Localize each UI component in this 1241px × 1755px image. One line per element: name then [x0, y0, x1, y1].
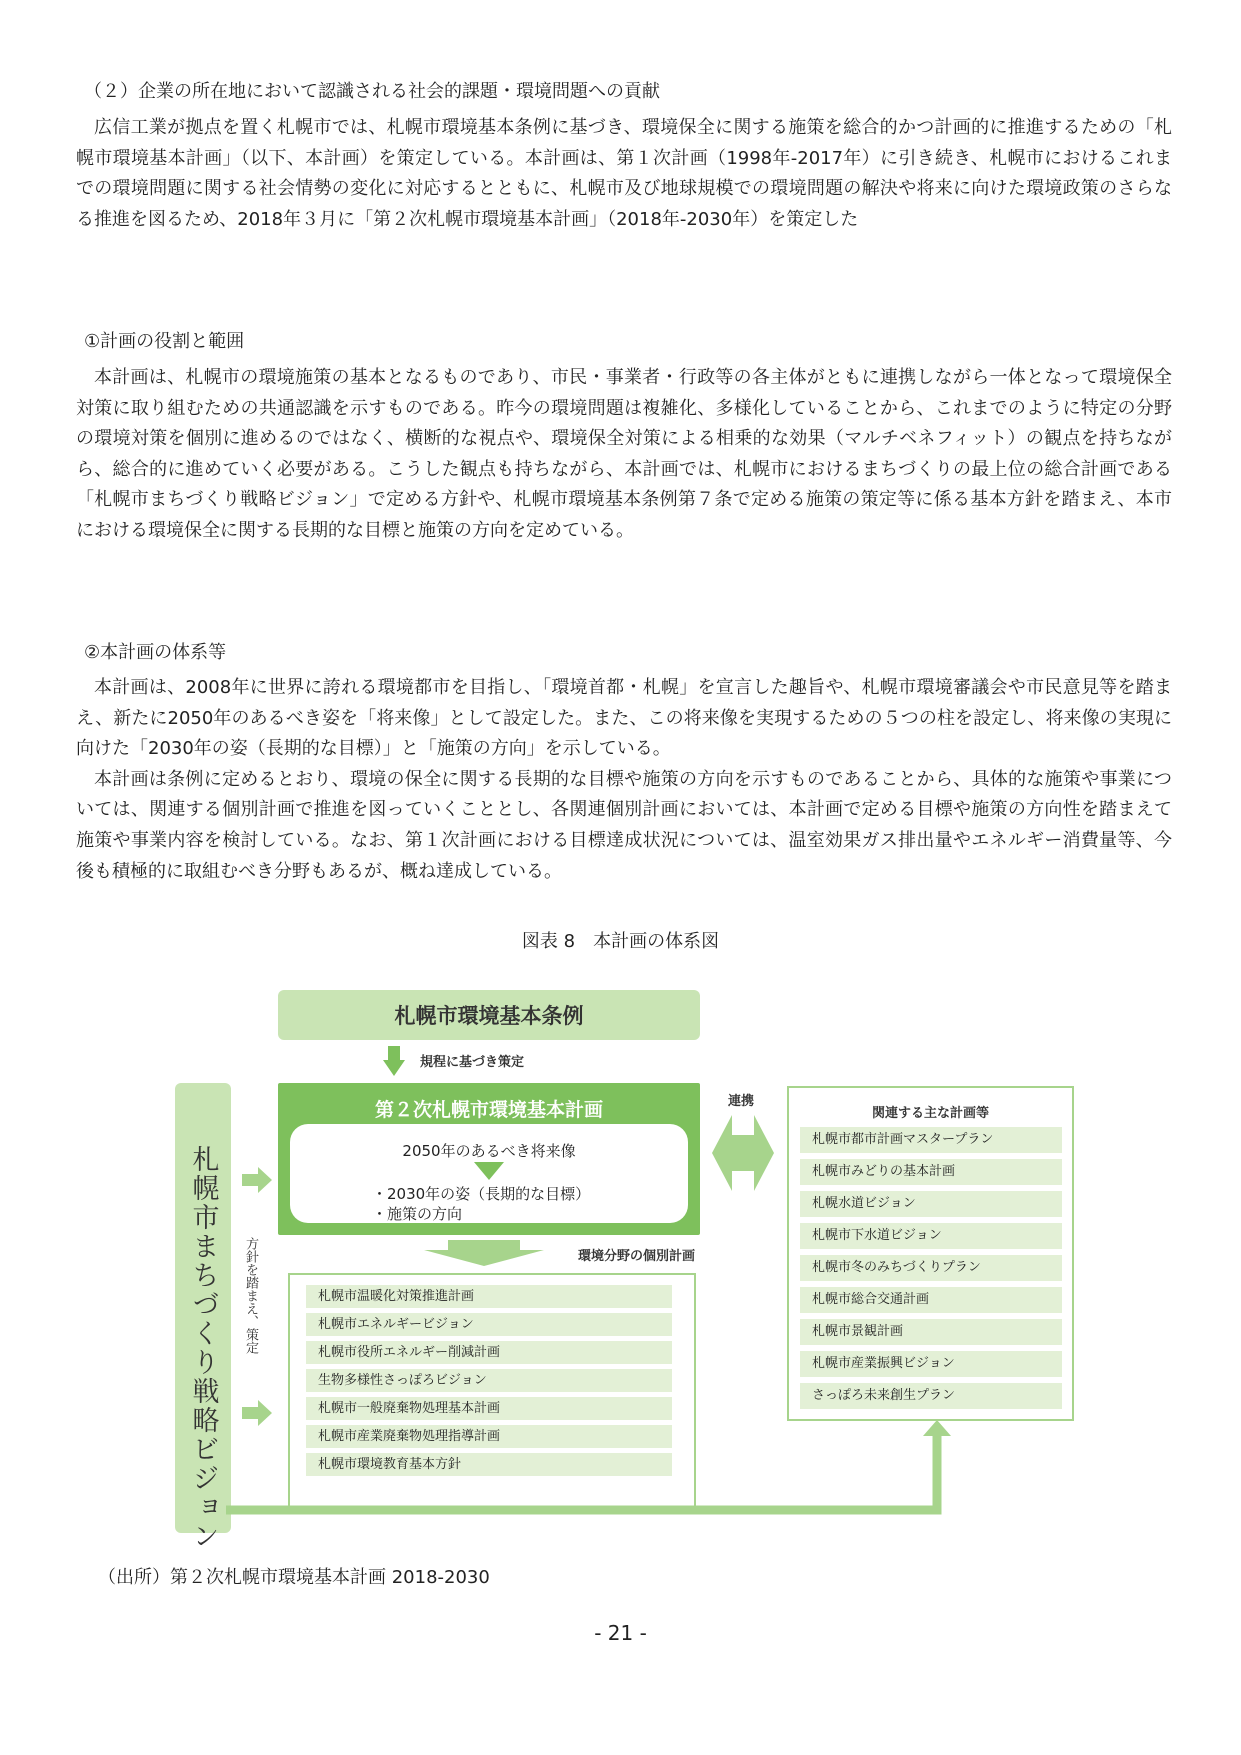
source-note: （出所）第２次札幌市環境基本計画 2018-2030: [98, 1567, 490, 1588]
main-plan-box: [278, 1083, 700, 1235]
individual-plan-item: 札幌市温暖化対策推進計画: [306, 1285, 672, 1308]
main-plan-title: 第２次札幌市環境基本計画: [374, 1099, 603, 1121]
individual-plan-item: 札幌市環境教育基本方針: [306, 1453, 672, 1476]
related-plan-item: 札幌市都市計画マスタープラン: [800, 1127, 1062, 1153]
related-plan-item: 札幌市総合交通計画: [800, 1287, 1062, 1313]
intro-paragraph: [76, 113, 1172, 235]
related-plan-item: 札幌市景観計画: [800, 1319, 1062, 1345]
related-plans-box: [787, 1086, 1074, 1421]
individual-plan-item: 札幌市産業廃棄物処理指導計画: [306, 1425, 672, 1448]
vision-label: 札幌市まちづくり戦略ビジョン: [187, 1145, 219, 1551]
sub1-text: 本計画は、札幌市の環境施策の基本となるものであり、市民・事業者・行政等の各主体がともに連携しながら一体となって環境保全対策に取り組むための共通認識を示すものである。昨今の環境問題は複雑化、多様化していることから、これまでのように特定の分野の環境対策を個別に進めるのではなく、横断的な視点や、環境保全対策による相乗的な効果（マルチベネフィット）の観点を持ちながら、総合的に進めていく必要がある。こうした観点も持ちながら、本計画では、札幌市におけるまちづくりの最上位の総合計画である「札幌市まちづくり戦略ビジョン」で定める方針や、札幌市環境基本条例第７条で定める施策の策定等に係る基本方針を踏まえ、本市における環境保全に関する長期的な目標と施策の方向を定めている。: [76, 367, 1172, 541]
arrow-down-icon: [383, 1046, 405, 1076]
sub2-paragraph: [76, 673, 1172, 887]
sub2-heading: ②本計画の体系等: [84, 642, 227, 663]
figure-caption: 図表 8 本計画の体系図: [521, 931, 720, 952]
goal-item: ・施策の方向: [372, 1205, 463, 1223]
connector-arrow-icon: [226, 1420, 962, 1516]
individual-plan-item: 札幌市役所エネルギー削減計画: [306, 1341, 672, 1364]
individual-plan-item: 札幌市エネルギービジョン: [306, 1313, 672, 1336]
law-arrow-label: 規程に基づき策定: [420, 1055, 525, 1070]
section-heading: （２）企業の所在地において認識される社会的課題・環境問題への貢献: [84, 81, 660, 102]
triangle-down-icon: [474, 1162, 504, 1180]
future-image-text: 2050年のあるべき将来像: [402, 1142, 576, 1160]
individual-plans-label: 環境分野の個別計画: [578, 1249, 696, 1264]
intro-text: 広信工業が拠点を置く札幌市では、札幌市環境基本条例に基づき、環境保全に関する施策を総合的かつ計画的に推進するための「札幌市環境基本計画」（以下、本計画）を策定している。本計画は、第１次計画（1998年-2017年）に引き続き、札幌市におけるこれまでの環境問題に関する社会情勢の変化に対応するとともに、札幌市及び地球規模での環境問題の解決や将来に向けた環境政策のさらなる推進を図るため、2018年３月に「第２次札幌市環境基本計画」（2018年-2030年）を策定した: [76, 117, 1172, 230]
link-label: 連携: [728, 1094, 755, 1109]
arrow-right-icon: [242, 1167, 272, 1193]
arrow-down-wide-icon: [424, 1240, 544, 1266]
related-plans-title: 関連する主な計画等: [871, 1106, 989, 1121]
page-number: - 21 -: [594, 1621, 647, 1645]
individual-plan-item: 札幌市一般廃棄物処理基本計画: [306, 1397, 672, 1420]
sub2-text-1: 本計画は、2008年に世界に誇れる環境都市を目指し、「環境首都・札幌」を宣言した趣旨や、札幌市環境審議会や市民意見等を踏まえ、新たに2050年のあるべき姿を「将来像」として設定した。また、この将来像を実現するための５つの柱を設定し、将来像の実現に向けた「2030年の姿（長期的な目標）」と「施策の方向」を示している。: [76, 677, 1172, 760]
sub2-text-2: 本計画は条例に定めるとおり、環境の保全に関する長期的な目標や施策の方向を示すものであることから、具体的な施策や事業については、関連する個別計画で推進を図っていくこととし、各関連個別計画においては、本計画で定める目標や施策の方向性を踏まえて施策や事業内容を検討している。なお、第１次計画における目標達成状況については、温室効果ガス排出量やエネルギー消費量等、今後も積極的に取組むべき分野もあるが、概ね達成している。: [76, 768, 1172, 882]
related-plan-item: 札幌水道ビジョン: [800, 1191, 1062, 1217]
individual-plan-item: 生物多様性さっぽろビジョン: [306, 1369, 672, 1392]
related-plan-item: 札幌市産業振興ビジョン: [800, 1351, 1062, 1377]
goal-item: ・2030年の姿（長期的な目標）: [372, 1185, 591, 1203]
double-arrow-icon: [712, 1115, 774, 1191]
vision-bar: [175, 1083, 231, 1551]
related-plan-item: 札幌市冬のみちづくりプラン: [800, 1255, 1062, 1281]
law-label: 札幌市環境基本条例: [394, 1004, 584, 1028]
law-box: [278, 990, 700, 1040]
sub1-paragraph: [76, 363, 1172, 547]
related-plan-item: さっぽろ未来創生プラン: [800, 1383, 1062, 1409]
related-plan-item: 札幌市下水道ビジョン: [800, 1223, 1062, 1249]
plan-inner-box: [290, 1124, 688, 1223]
related-plan-item: 札幌市みどりの基本計画: [800, 1159, 1062, 1185]
sub1-heading: ①計画の役割と範囲: [84, 331, 245, 352]
vision-arrow-label: 方針を踏まえ、策定: [243, 1237, 258, 1354]
